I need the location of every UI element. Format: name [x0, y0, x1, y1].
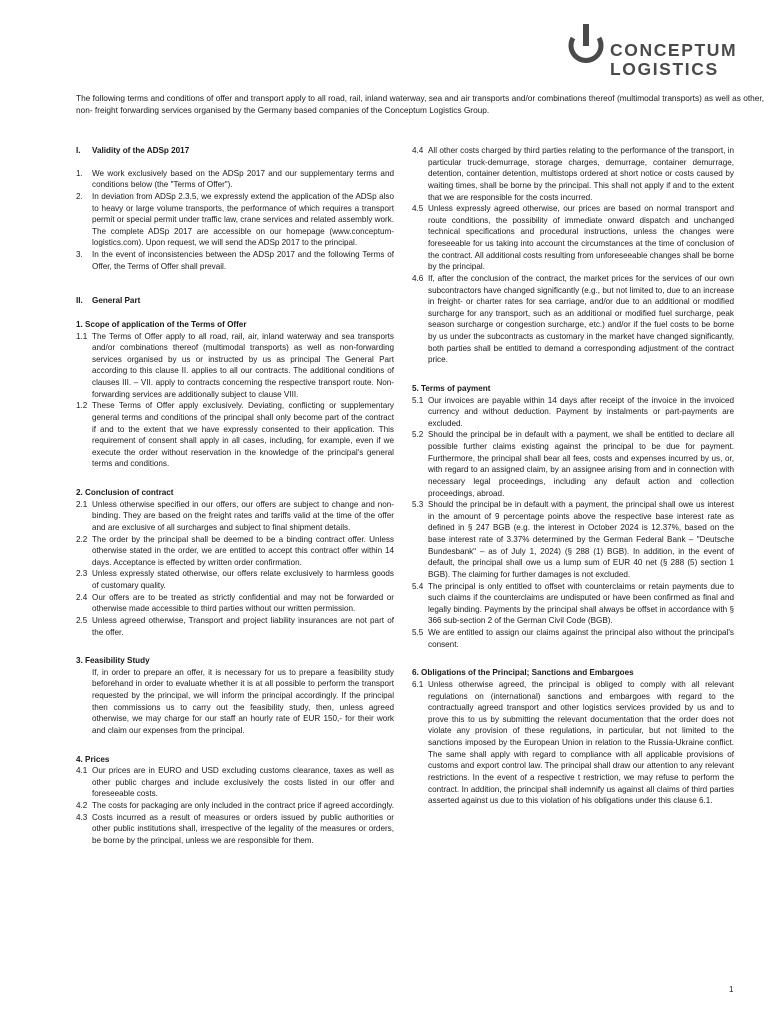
clause-2-2: 2.2 The order by the principal shall be deemed to be a binding contract offer. Unless otherwise stated in the order, we are entitled to accept this contract offer within 14 days. Acceptance is effected by written order confirmation. [76, 534, 394, 567]
clause-4-2: 4.2 The costs for packaging are only included in the contract price if agreed accordingly. [76, 801, 394, 810]
right-column [412, 145, 734, 807]
logo-mark-icon [566, 24, 606, 78]
clause-3-text: If, in order to prepare an offer, it is necessary for us to prepare a feasibility study beforehand in order to evaluate whether it is at all possible to perform the transport requested by the principal, we will inform the principal accordingly. If the principal then commissions us to carry out the feasibility study, then, unless agreed otherwise, we may charge for our staff an hourly rate of EUR 150,- for their work and claim our expenses from the principal. [92, 667, 394, 735]
company-logo [566, 22, 762, 80]
clause-2-1: 2.1 Unless otherwise specified in our offers, our offers are subject to change and non-binding. They are based on the freight rates and tariffs valid at the time of the offer and are exclusive of all surcharges and subject to final shipment details. [76, 499, 394, 532]
clause-6-1: 6.1 Unless otherwise agreed, the principal is obliged to comply with all relevant regulations on (international) sanctions and embargoes with regard to the contractually agreed transport and other logistics services provided by us and to prove this to us by submitting the relevant documentation that the order does not violate any provision of these regulations, in particular, but not limited to the sanctions imposed by the European Union in relation to the Russia-Ukraine conflict. The same shall apply with regard to compliance with all applicable provisions of customs and export control law. The principal shall draw our attention to any relevant restrictions. In the event of a respective t restriction, we may refuse to perform the contract. In addition, the principal shall indemnify us against all claims of third parties asserted against us due to this violation of his obligations under this clause 6.1. [412, 679, 734, 806]
clause-5-2: 5.2 Should the principal be in default with a payment, we shall be entitled to declare all possible further claims existing against the principal to be due for payment. Furthermore, the principal shall bear all fees, costs and expenses incurred by us, or, with regard to an assigned claim, by an assignee arising from and in connection with necessary legal proceedings, including any default action and collection proceedings, abroad. [412, 430, 734, 498]
clause-4-5: 4.5 Unless expressly agreed otherwise, our prices are based on normal transport and route conditions, the possibility of immediate onward dispatch and unchanged technical specifications and procedural instructions, unless the changes were foreseeable for us taking into account the circumstances at the time of conclusion of the contract. All additional costs resulting from unforeseeable changes shall be borne by the principal. [412, 204, 734, 272]
clause-4-3: 4.3 Costs incurred as a result of measures or orders issued by public authorities or other public institutions shall, irrespective of the legality of the measures or orders, be borne by the principal, unless we are responsible for them. [76, 812, 394, 845]
logo-text [610, 41, 737, 79]
clause-4-6: 4.6 If, after the conclusion of the contract, the market prices for the services of our own subcontractors have changed significantly (e.g., but not limited to, due to an increase in freight- or charter rates for sea carriage, and/or due to an additional or modified surcharge for any transport, such as an additional or modified fuel surcharge, peak season surcharge or congestion surcharge, etc.) and/or if the fuel costs to be borne by us under the subcontracts as customary in the market have changed significantly, both parties shall be entitled to demand a corresponding adjustment of the contract price. [412, 273, 734, 365]
clause-i-1: 1. We work exclusively based on the ADSp 2017 and our supplementary terms and conditions below (the "Terms of Offer"). [76, 168, 394, 190]
left-column [76, 145, 394, 847]
page-number: 1 [729, 985, 734, 994]
clause-1-2: 1.2 These Terms of Offer apply exclusively. Deviating, conflicting or supplementary general terms and conditions of the principal shall only become part of the contract if and to the extent that we have expressly consented to their application. This requirement of consent shall apply in all cases, including, for example, even if we execute the order without reservation in the knowledge of the principal's general terms and conditions. [76, 401, 394, 469]
clause-2-4: 2.4 Our offers are to be treated as strictly confidential and may not be forwarded or otherwise made accessible to third parties without our written permission. [76, 592, 394, 614]
clause-5-3: 5.3 Should the principal be in default with a payment, the principal shall owe us interest in the amount of 9 percentage points above the respective base interest rate as defined in § 247 BGB (e.g. the interest in October 2024 is 12.37%, based on the base interest rate of 3.37% determined by the German Federal Bank – "Deutsche Bundesbank" – as of July 1, 2024) (§ 288 (1) BGB). In addition, in the event of default, the principal shall owe us a lump sum of EUR 40 net (§ 288 (5) section 1 BGB). The claiming for further damages is not excluded. [412, 500, 734, 579]
clause-2-3: 2.3 Unless expressly stated otherwise, our offers relate exclusively to harmless goods of customary quality. [76, 569, 394, 590]
logo-line-2: LOGISTICS [610, 59, 719, 79]
subsection-1-heading: 1. Scope of application of the Terms of Offer [76, 319, 247, 329]
clause-5-1: 5.1 Our invoices are payable within 14 days after receipt of the invoice in the invoiced currency and without deduction. Payment by instalments or part-payments are excluded. [412, 395, 734, 428]
subsection-2-heading: 2. Conclusion of contract [76, 488, 174, 497]
subsection-6-heading: 6. Obligations of the Principal; Sanctions and Embargoes [412, 668, 634, 678]
logo-line-1: CONCEPTUM [610, 40, 738, 60]
clause-5-5: 5.5 We are entitled to assign our claims against the principal also without the principal's consent. [412, 628, 734, 649]
section-2-heading: II. General Part [76, 296, 141, 306]
subsection-5-heading: 5. Terms of payment [412, 383, 491, 393]
clause-1-1: 1.1 The Terms of Offer apply to all road, rail, air, inland waterway and sea transports and/or combinations thereof (multimodal transports) as well as non-forwarding services organised by us or instructed by us as principal The General Part according to this clause II. applies to all our contracts. The additional conditions of clauses III. – VII. apply to contracts concerning the respective transport route. Non-forwarding services are additionally subject to clause VIII. [76, 331, 394, 399]
intro-paragraph: The following terms and conditions of offer and transport apply to all road, rail, inland waterway, sea and air transports and/or combinations thereof (multimodal transports) as well as other, non- freight forwarding services organised by the Germany based companies of the Conceptum Logistics Group. [76, 93, 764, 115]
clause-5-4: 5.4 The principal is only entitled to offset with counterclaims or retain payments due to such claims if the counterclaims are undisputed or have been confirmed as final and legally binding. Payments by the principal shall always be offset in accordance with § 366 sub-section 2 of the German Civil Code (BGB). [412, 581, 734, 626]
clause-4-1: 4.1 Our prices are in EURO and USD excluding customs clearance, taxes as well as other public charges and include exclusively the costs listed in our offer and foreseeable costs. [76, 766, 394, 799]
subsection-3-heading: 3. Feasibility Study [76, 656, 150, 666]
clause-2-5: 2.5 Unless agreed otherwise, Transport and project liability insurances are not part of the offer. [76, 615, 394, 637]
subsection-4-heading: 4. Prices [76, 754, 110, 764]
clause-i-2: 2. In deviation from ADSp 2.3.5, we expressly extend the application of the ADSp also to heavy or large volume transports, the performance of which requires a transport permit or special permit under traffic law, crane services and related assembly work. The complete ADSp 2017 are accessible on our homepage (www.conceptum-logistics.com). Upon request, we will send the ADSp 2017 to the principal. [76, 191, 394, 248]
section-1-heading: I. Validity of the ADSp 2017 [76, 146, 190, 155]
clause-i-3: 3. In the event of inconsistencies between the ADSp 2017 and the following Terms of Offer, the Terms of Offer shall prevail. [76, 250, 394, 271]
clause-4-4: 4.4 All other costs charged by third parties relating to the performance of the transport, in particular truck-demurrage, storage charges, demurrage, container demurrage, detention, container detention, multistops ordered at short notice or costs caused by waiting times, shall be borne by the principal. This shall not apply if and to the extent that we are responsible for the costs incurred. [412, 146, 734, 202]
